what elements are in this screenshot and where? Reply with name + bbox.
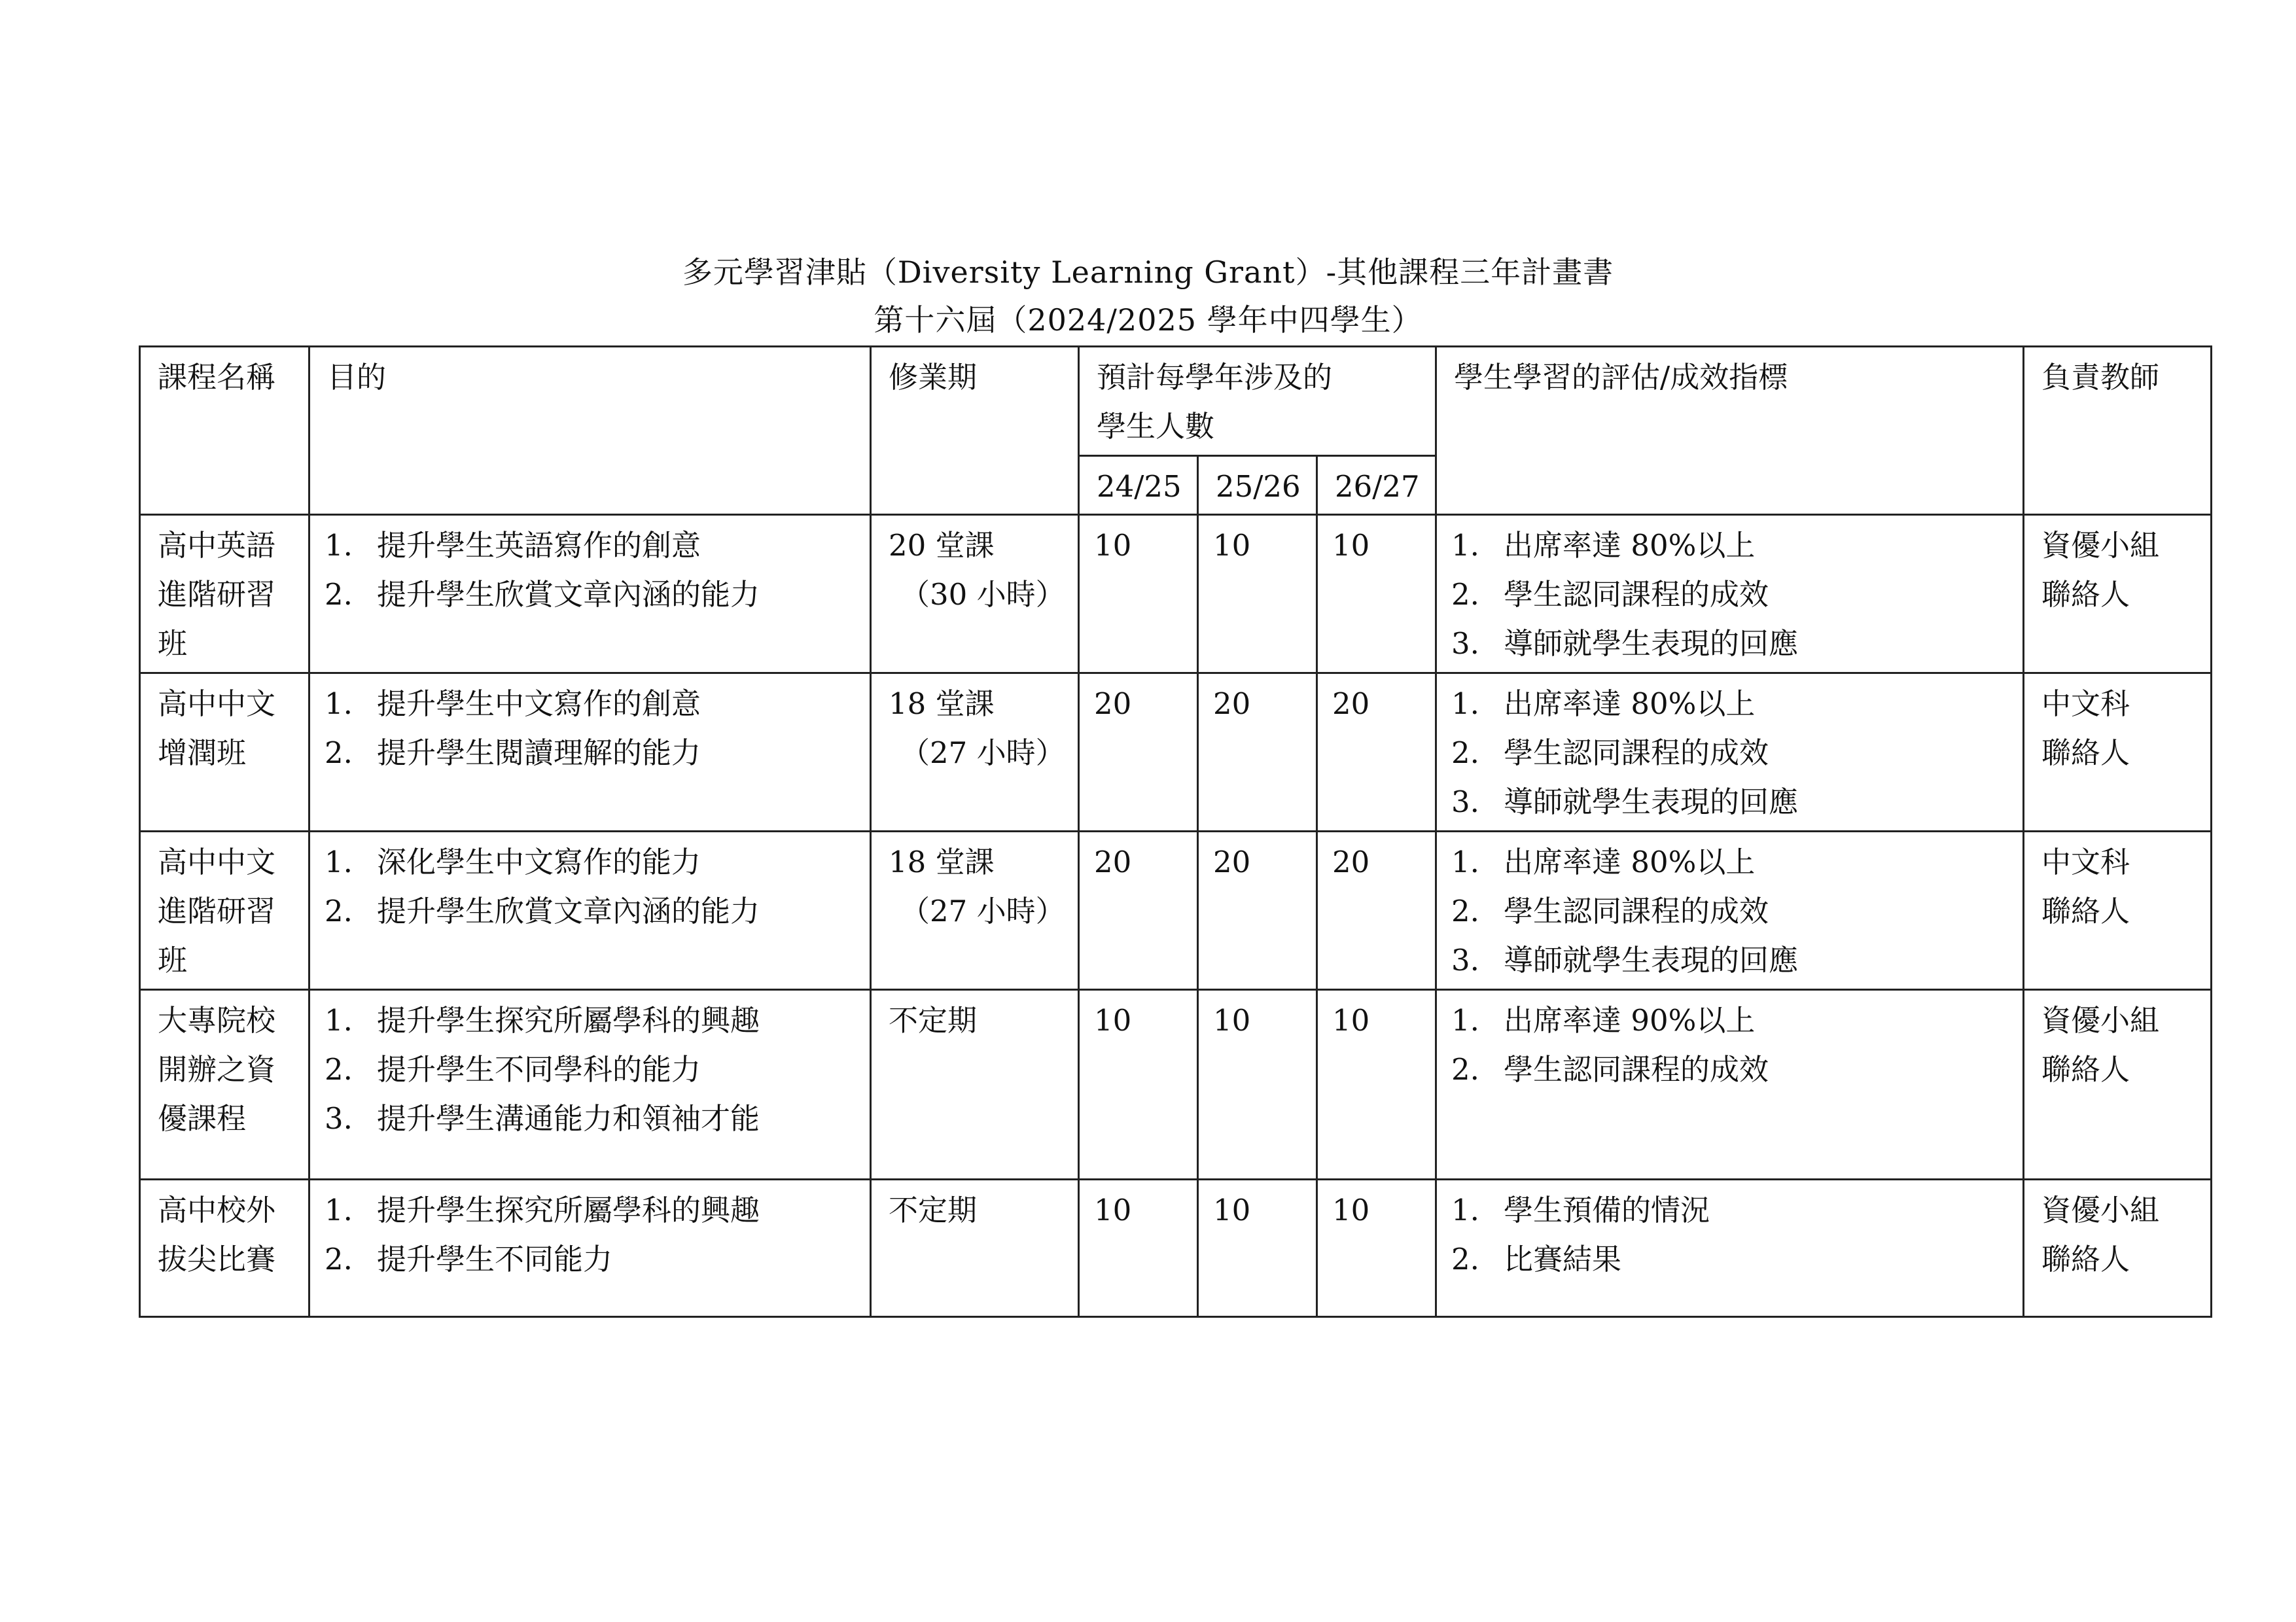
duration-sessions: 18 堂課	[889, 845, 995, 879]
student-count: 10	[1213, 528, 1251, 563]
evaluation-item	[1451, 521, 2005, 570]
course-name-cell	[140, 1180, 309, 1317]
aim-item-text: 提升學生欣賞文章內涵的能力	[377, 894, 760, 928]
course-name-line: 進階研習	[158, 577, 276, 612]
teacher-line: 聯絡人	[2041, 1242, 2130, 1277]
evaluation-item-text: 學生認同課程的成效	[1504, 577, 1769, 612]
aim-item-text: 提升學生溝通能力和領袖才能	[377, 1101, 760, 1136]
table-row	[140, 832, 2212, 990]
evaluation-item-number: 1.	[1451, 845, 1479, 879]
aim-item-number: 1.	[325, 528, 353, 563]
teacher-line: 聯絡人	[2041, 577, 2130, 612]
student-count-cell	[1079, 515, 1198, 673]
teacher-cell	[2024, 673, 2212, 832]
plan-table	[139, 345, 2212, 1318]
duration-cell	[871, 515, 1079, 673]
evaluation-item	[1451, 1235, 2005, 1284]
document-title: 多元學習津貼（Diversity Learning Grant）-其他課程三年計畫書	[682, 255, 1614, 290]
student-count-cell	[1079, 832, 1198, 990]
aim-cell	[309, 990, 871, 1180]
aim-item-text: 提升學生欣賞文章內涵的能力	[377, 577, 760, 612]
aim-cell	[309, 1180, 871, 1317]
student-count: 10	[1213, 1003, 1251, 1038]
student-count-cell	[1317, 832, 1436, 990]
student-count: 10	[1094, 1193, 1132, 1227]
evaluation-item-text: 導師就學生表現的回應	[1504, 626, 1799, 661]
teacher-line: 聯絡人	[2041, 1052, 2130, 1087]
header-year: 26/27	[1317, 456, 1436, 515]
evaluation-item-number: 3.	[1451, 943, 1479, 978]
aim-item	[325, 521, 853, 570]
duration-cell	[871, 832, 1079, 990]
course-name-line: 進階研習	[158, 894, 276, 928]
course-name-cell	[140, 990, 309, 1180]
header-course: 課程名稱	[140, 347, 309, 515]
evaluation-item-text: 出席率達 80%以上	[1504, 528, 1756, 563]
student-count: 20	[1094, 845, 1132, 879]
student-count-cell	[1079, 1180, 1198, 1317]
aim-item-number: 3.	[325, 1101, 353, 1136]
student-count: 20	[1332, 845, 1370, 879]
student-count-cell	[1317, 990, 1436, 1180]
header-evaluation: 學生學習的評估/成效指標	[1436, 347, 2024, 515]
duration-cell	[871, 1180, 1079, 1317]
header-teacher: 負責教師	[2024, 347, 2212, 515]
teacher-line: 聯絡人	[2041, 735, 2130, 770]
course-name-line: 優課程	[158, 1101, 247, 1136]
evaluation-cell	[1436, 990, 2024, 1180]
evaluation-item-text: 學生認同課程的成效	[1504, 735, 1769, 770]
evaluation-item	[1451, 887, 2005, 936]
evaluation-item	[1451, 777, 2005, 826]
course-name-line: 高中中文	[158, 686, 276, 721]
aim-item	[325, 837, 853, 887]
course-name-line: 拔尖比賽	[158, 1242, 276, 1277]
evaluation-item-text: 出席率達 80%以上	[1504, 845, 1756, 879]
course-name-line: 開辦之資	[158, 1052, 276, 1087]
aim-item-number: 2.	[325, 735, 353, 770]
evaluation-item-text: 學生認同課程的成效	[1504, 1052, 1769, 1087]
evaluation-item-number: 1.	[1451, 528, 1479, 563]
aim-item-text: 提升學生不同能力	[377, 1242, 613, 1277]
aim-item	[325, 887, 853, 936]
evaluation-item-number: 1.	[1451, 1193, 1479, 1227]
student-count: 10	[1094, 528, 1132, 563]
evaluation-item-number: 2.	[1451, 894, 1479, 928]
course-name-cell	[140, 673, 309, 832]
teacher-line: 資優小組	[2041, 1193, 2160, 1227]
evaluation-item-number: 2.	[1451, 577, 1479, 612]
aim-item	[325, 570, 853, 619]
course-name-cell	[140, 832, 309, 990]
evaluation-item-number: 1.	[1451, 686, 1479, 721]
evaluation-cell	[1436, 515, 2024, 673]
teacher-line: 中文科	[2041, 686, 2130, 721]
evaluation-item-number: 1.	[1451, 1003, 1479, 1038]
evaluation-item	[1451, 936, 2005, 985]
course-name-line: 高中中文	[158, 845, 276, 879]
course-name-line: 高中校外	[158, 1193, 276, 1227]
teacher-line: 資優小組	[2041, 1003, 2160, 1038]
evaluation-item-text: 出席率達 90%以上	[1504, 1003, 1756, 1038]
aim-cell	[309, 673, 871, 832]
aim-item-text: 提升學生閱讀理解的能力	[377, 735, 701, 770]
evaluation-item-number: 2.	[1451, 1052, 1479, 1087]
aim-cell	[309, 515, 871, 673]
course-name-cell	[140, 515, 309, 673]
evaluation-item	[1451, 570, 2005, 619]
teacher-cell	[2024, 515, 2212, 673]
duration-sessions: 不定期	[889, 1003, 978, 1038]
aim-item-number: 1.	[325, 686, 353, 721]
aim-item-number: 1.	[325, 1003, 353, 1038]
aim-item-text: 提升學生英語寫作的創意	[377, 528, 701, 563]
student-count: 10	[1332, 1193, 1370, 1227]
table-body	[140, 515, 2212, 1317]
student-count-cell	[1198, 673, 1317, 832]
aim-cell	[309, 832, 871, 990]
student-count: 10	[1332, 528, 1370, 563]
header-row	[140, 347, 2212, 456]
evaluation-item	[1451, 1045, 2005, 1094]
duration-cell	[871, 990, 1079, 1180]
student-count-cell	[1198, 832, 1317, 990]
aim-item-number: 1.	[325, 845, 353, 879]
evaluation-item	[1451, 996, 2005, 1045]
aim-item-text: 深化學生中文寫作的能力	[377, 845, 701, 879]
teacher-cell	[2024, 990, 2212, 1180]
evaluation-item	[1451, 679, 2005, 728]
aim-item	[325, 996, 853, 1045]
teacher-line: 中文科	[2041, 845, 2130, 879]
aim-item-number: 2.	[325, 577, 353, 612]
aim-item	[325, 1186, 853, 1235]
header-year: 24/25	[1079, 456, 1198, 515]
table-row	[140, 990, 2212, 1180]
aim-item-text: 提升學生中文寫作的創意	[377, 686, 701, 721]
teacher-cell	[2024, 1180, 2212, 1317]
student-count-cell	[1317, 673, 1436, 832]
aim-item-text: 提升學生探究所屬學科的興趣	[377, 1003, 760, 1038]
course-name-line: 班	[158, 943, 188, 978]
student-count: 20	[1094, 686, 1132, 721]
course-name-line: 高中英語	[158, 528, 276, 563]
evaluation-item	[1451, 619, 2005, 668]
duration-hours: （27 小時）	[900, 735, 1065, 770]
duration-cell	[871, 673, 1079, 832]
evaluation-item-text: 學生認同課程的成效	[1504, 894, 1769, 928]
table-row	[140, 1180, 2212, 1317]
evaluation-item	[1451, 728, 2005, 777]
course-name-line: 大專院校	[158, 1003, 276, 1038]
student-count: 20	[1213, 686, 1251, 721]
course-name-line: 班	[158, 626, 188, 661]
aim-item-text: 提升學生不同學科的能力	[377, 1052, 701, 1087]
aim-item-number: 2.	[325, 1242, 353, 1277]
student-count: 20	[1213, 845, 1251, 879]
aim-item	[325, 679, 853, 728]
header-student-count: 預計每學年涉及的 學生人數	[1079, 347, 1436, 456]
evaluation-item-number: 3.	[1451, 785, 1479, 819]
evaluation-item	[1451, 837, 2005, 887]
teacher-line: 聯絡人	[2041, 894, 2130, 928]
table-row	[140, 515, 2212, 673]
evaluation-cell	[1436, 832, 2024, 990]
student-count-cell	[1317, 515, 1436, 673]
evaluation-item-text: 導師就學生表現的回應	[1504, 943, 1799, 978]
evaluation-item-number: 2.	[1451, 1242, 1479, 1277]
duration-hours: （27 小時）	[900, 894, 1065, 928]
aim-item-number: 2.	[325, 894, 353, 928]
evaluation-item-number: 3.	[1451, 626, 1479, 661]
header-year: 25/26	[1198, 456, 1317, 515]
student-count-cell	[1079, 673, 1198, 832]
duration-sessions: 不定期	[889, 1193, 978, 1227]
aim-item	[325, 728, 853, 777]
evaluation-item-number: 2.	[1451, 735, 1479, 770]
evaluation-item-text: 導師就學生表現的回應	[1504, 785, 1799, 819]
evaluation-item-text: 出席率達 80%以上	[1504, 686, 1756, 721]
student-count: 10	[1094, 1003, 1132, 1038]
student-count-cell	[1198, 990, 1317, 1180]
document-subtitle: 第十六屆（2024/2025 學年中四學生）	[874, 302, 1422, 338]
duration-sessions: 20 堂課	[889, 528, 995, 563]
student-count-cell	[1198, 515, 1317, 673]
student-count-cell	[1079, 990, 1198, 1180]
aim-item	[325, 1045, 853, 1094]
header-duration: 修業期	[871, 347, 1079, 515]
aim-item-text: 提升學生探究所屬學科的興趣	[377, 1193, 760, 1227]
aim-item	[325, 1235, 853, 1284]
student-count: 10	[1213, 1193, 1251, 1227]
student-count: 10	[1332, 1003, 1370, 1038]
aim-item-number: 1.	[325, 1193, 353, 1227]
evaluation-item-text: 比賽結果	[1504, 1242, 1622, 1277]
teacher-cell	[2024, 832, 2212, 990]
table-row	[140, 673, 2212, 832]
aim-item-number: 2.	[325, 1052, 353, 1087]
teacher-line: 資優小組	[2041, 528, 2160, 563]
aim-item	[325, 1094, 853, 1143]
evaluation-cell	[1436, 673, 2024, 832]
evaluation-item	[1451, 1186, 2005, 1235]
duration-sessions: 18 堂課	[889, 686, 995, 721]
evaluation-item-text: 學生預備的情況	[1504, 1193, 1710, 1227]
student-count-cell	[1317, 1180, 1436, 1317]
student-count-cell	[1198, 1180, 1317, 1317]
course-name-line: 增潤班	[158, 735, 247, 770]
header-aim: 目的	[309, 347, 871, 515]
duration-hours: （30 小時）	[900, 577, 1065, 612]
evaluation-cell	[1436, 1180, 2024, 1317]
student-count: 20	[1332, 686, 1370, 721]
